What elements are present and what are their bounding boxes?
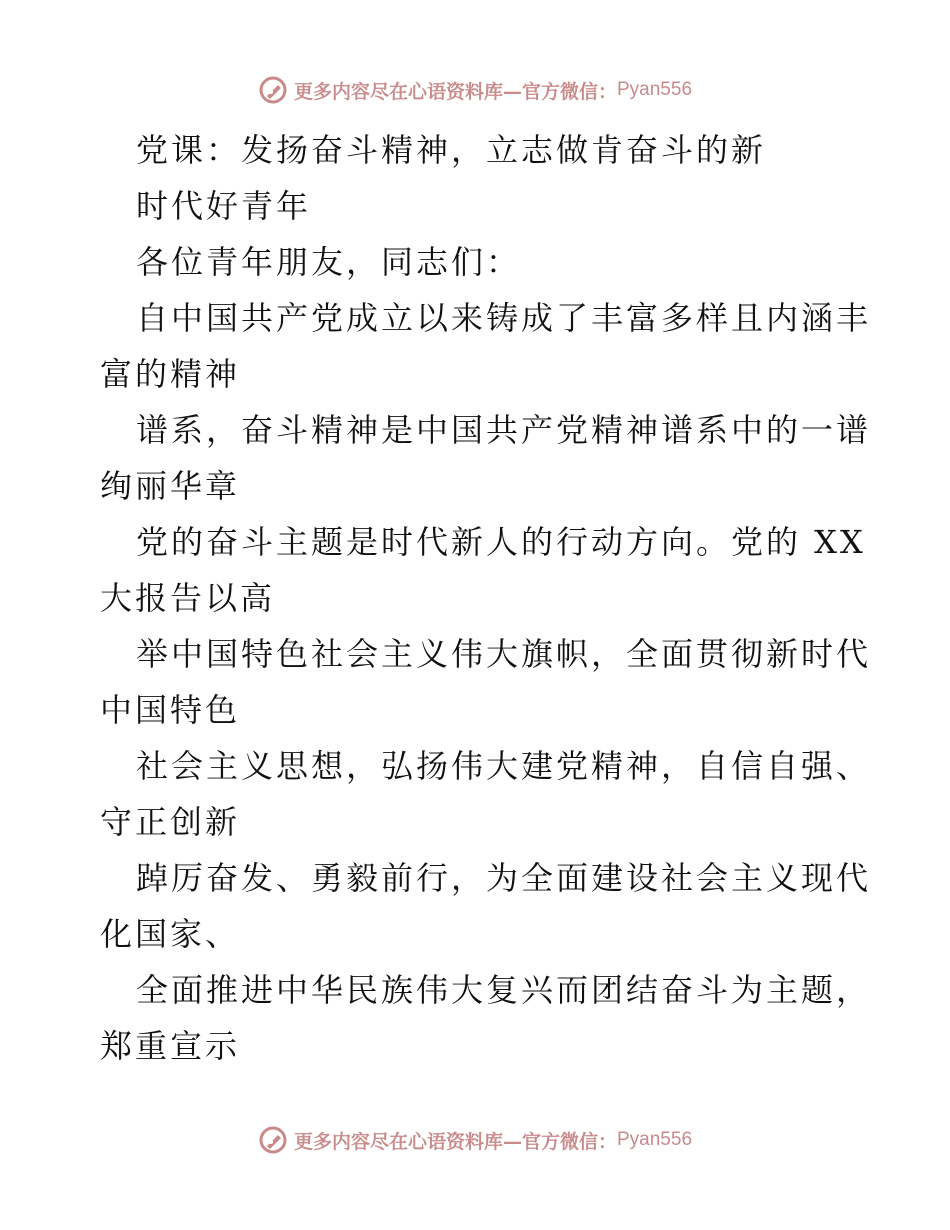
pen-logo-icon (258, 75, 288, 105)
text-line: 党的奋斗主题是时代新人的行动方向。党的 XX (136, 523, 866, 561)
text-line: 谱系，奋斗精神是中国共产党精神谱系中的一谱 (136, 411, 872, 449)
text-line: 踔厉奋发、勇毅前行，为全面建设社会主义现代 (136, 859, 872, 897)
footer-watermark (0, 1120, 950, 1160)
text-line: 党课：发扬奋斗精神，立志做肯奋斗的新 (136, 131, 767, 169)
pen-logo-icon (258, 1125, 288, 1155)
watermark-handle: Pyan556 (617, 1129, 693, 1150)
text-line: 绚丽华章 (100, 467, 241, 505)
watermark-handle: Pyan556 (617, 79, 693, 100)
text-line: 大报告以高 (100, 579, 276, 617)
text-line: 守正创新 (100, 803, 241, 841)
text-line: 时代好青年 (136, 187, 312, 225)
text-line: 化国家、 (100, 915, 241, 953)
text-line: 举中国特色社会主义伟大旗帜，全面贯彻新时代 (136, 635, 872, 673)
text-line: 郑重宣示 (100, 1027, 241, 1065)
watermark-text: 更多内容尽在心语资料库—官方微信： (293, 1130, 617, 1153)
watermark-text: 更多内容尽在心语资料库—官方微信： (293, 80, 617, 103)
document-body (100, 122, 872, 1074)
text-line: 全面推进中华民族伟大复兴而团结奋斗为主题， (136, 971, 872, 1009)
text-line: 中国特色 (100, 691, 241, 729)
text-line: 富的精神 (100, 355, 241, 393)
text-line: 各位青年朋友，同志们： (136, 243, 522, 281)
text-line: 社会主义思想，弘扬伟大建党精神，自信自强、 (136, 747, 872, 785)
header-watermark (0, 70, 950, 110)
text-line: 自中国共产党成立以来铸成了丰富多样且内涵丰 (136, 299, 872, 337)
